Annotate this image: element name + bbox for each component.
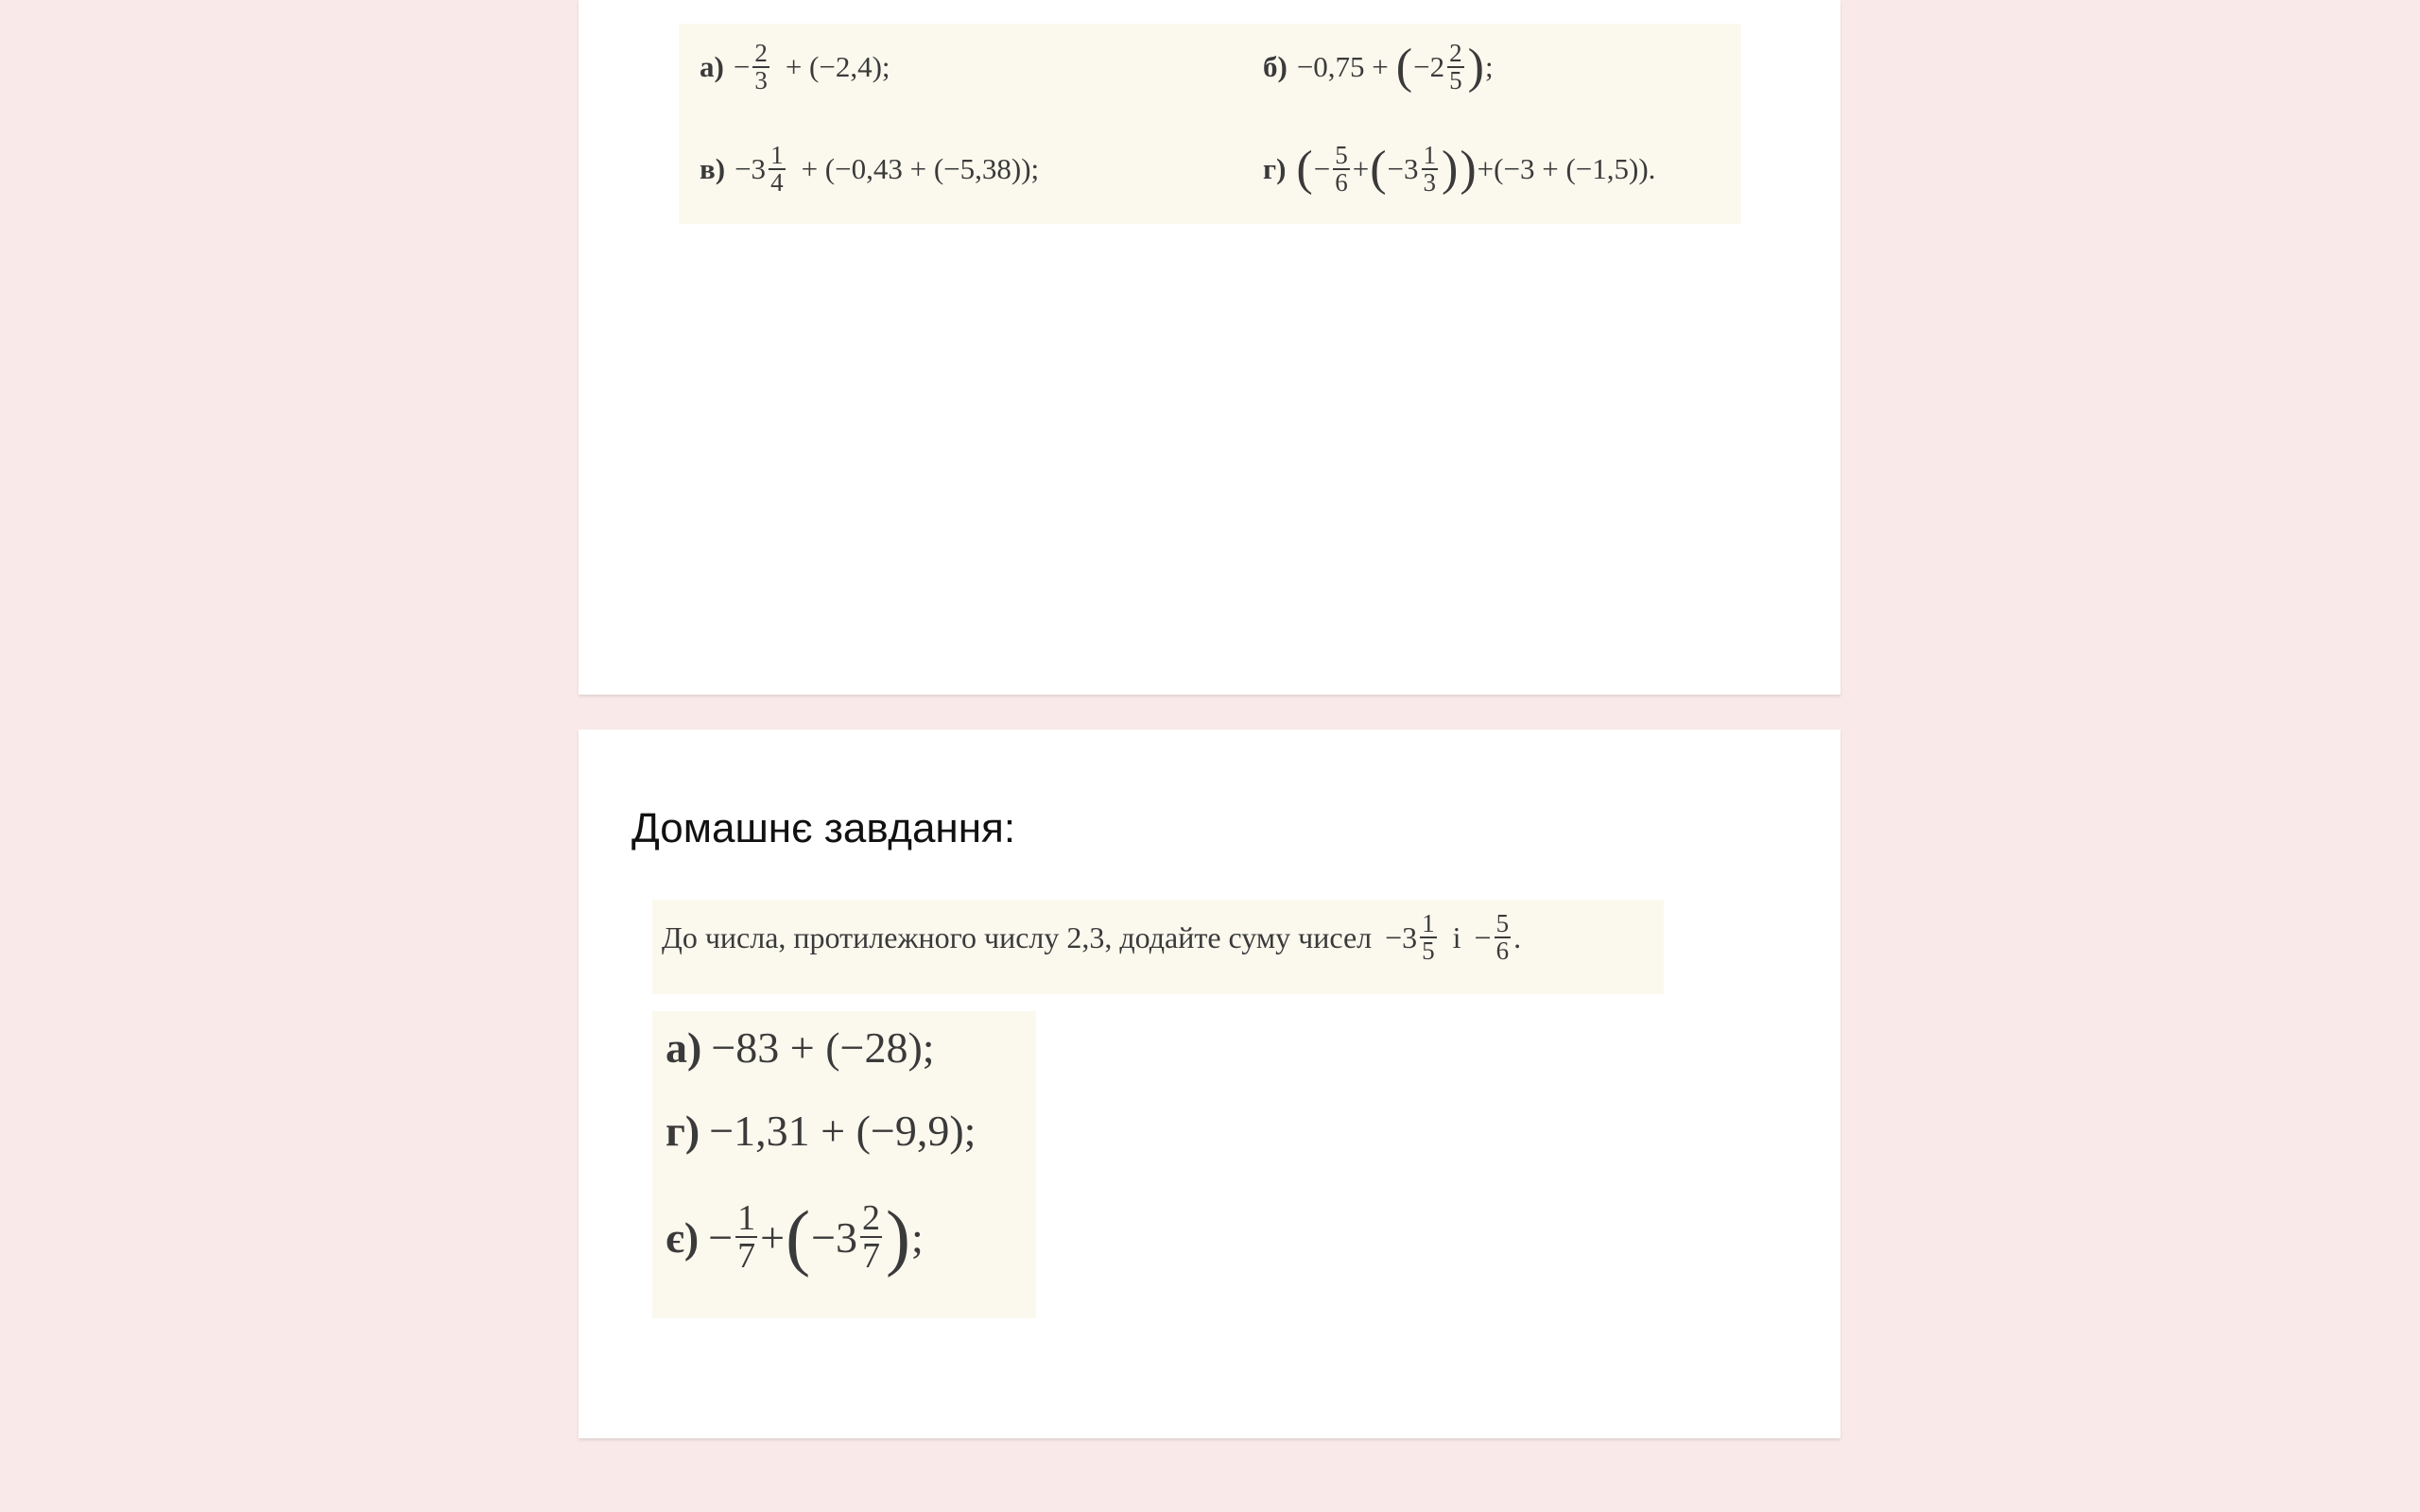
item-label: г) [1263,152,1287,185]
denominator: 3 [754,66,768,94]
numerator: 2 [1449,39,1462,67]
conjunction: і [1452,919,1461,954]
exercise-item-a [700,41,890,94]
fraction [769,143,786,196]
item-expression: −83 + (−28); [711,1023,935,1072]
expression-prefix: −0,75 + [1296,50,1389,83]
homework-task [662,911,1521,964]
denominator: 4 [770,168,784,197]
denominator: 7 [862,1236,881,1276]
numerator: 5 [1335,141,1348,169]
fraction [1447,41,1464,94]
item-label: г) [666,1107,700,1155]
minus-sign: − [1474,919,1492,954]
numerator: 1 [770,141,784,169]
expression-end: ; [1484,50,1494,83]
item-label: є) [666,1212,700,1262]
homework-item-e [666,1195,924,1278]
open-paren: ( [1296,142,1313,196]
fraction [1422,143,1439,196]
fraction [735,1200,757,1274]
minus-sign: − [733,50,751,83]
whole-part: −3 [1387,152,1419,185]
denominator: 6 [1335,168,1348,197]
numerator: 5 [1495,909,1510,937]
minus-sign: − [1313,152,1331,185]
slide-card-exercise [579,0,1841,695]
open-paren: ( [1395,40,1413,94]
fraction [752,41,769,94]
homework-item-g [666,1106,976,1156]
denominator: 5 [1422,936,1435,965]
denominator: 5 [1449,66,1462,94]
homework-item-a [666,1022,935,1073]
denominator: 3 [1423,168,1437,197]
expression-end: ; [911,1212,924,1262]
homework-task-scan [652,900,1664,994]
item-expression: −1,31 + (−9,9); [709,1107,977,1155]
expression-rest: + (−2,4); [785,50,890,83]
plus-sign: + [760,1212,786,1262]
homework-items-scan [652,1011,1036,1318]
whole-part: −2 [1413,50,1445,83]
close-paren: ) [886,1195,911,1278]
expression-end: . [1513,919,1522,954]
open-paren: ( [1370,142,1387,196]
numerator: 1 [1423,141,1437,169]
close-paren: ) [1467,40,1484,94]
fraction [1495,911,1512,964]
numerator: 2 [862,1198,881,1238]
item-label: а) [700,50,724,83]
denominator: 7 [737,1236,756,1276]
whole-part: −3 [1385,919,1418,954]
open-paren: ( [786,1195,811,1278]
fraction [860,1200,882,1274]
task-text: До числа, протилежного числу 2,3, додайте суму чисел [662,919,1373,954]
item-label: б) [1263,50,1288,83]
exercise-item-v [700,143,1039,196]
slide-card-homework [579,730,1841,1438]
numerator: 1 [1422,909,1435,937]
fraction [1333,143,1350,196]
numerator: 2 [754,39,768,67]
whole-part: −3 [811,1212,858,1262]
expression-rest: +(−3 + (−1,5)). [1477,152,1656,185]
item-label: в) [700,152,726,185]
numerator: 1 [737,1198,756,1238]
homework-heading: Домашнє завдання: [631,805,1016,851]
exercise-item-g [1263,143,1655,196]
close-paren: ) [1442,142,1459,196]
minus-sign: − [708,1212,734,1262]
item-label: а) [666,1023,702,1072]
exercise-scan-image [679,24,1741,224]
close-paren: ) [1460,142,1477,196]
denominator: 6 [1495,936,1510,965]
fraction [1420,911,1437,964]
whole-part: −3 [735,152,767,185]
expression-rest: + (−0,43 + (−5,38)); [801,152,1040,185]
exercise-item-b [1263,41,1494,94]
plus-sign: + [1352,152,1370,185]
